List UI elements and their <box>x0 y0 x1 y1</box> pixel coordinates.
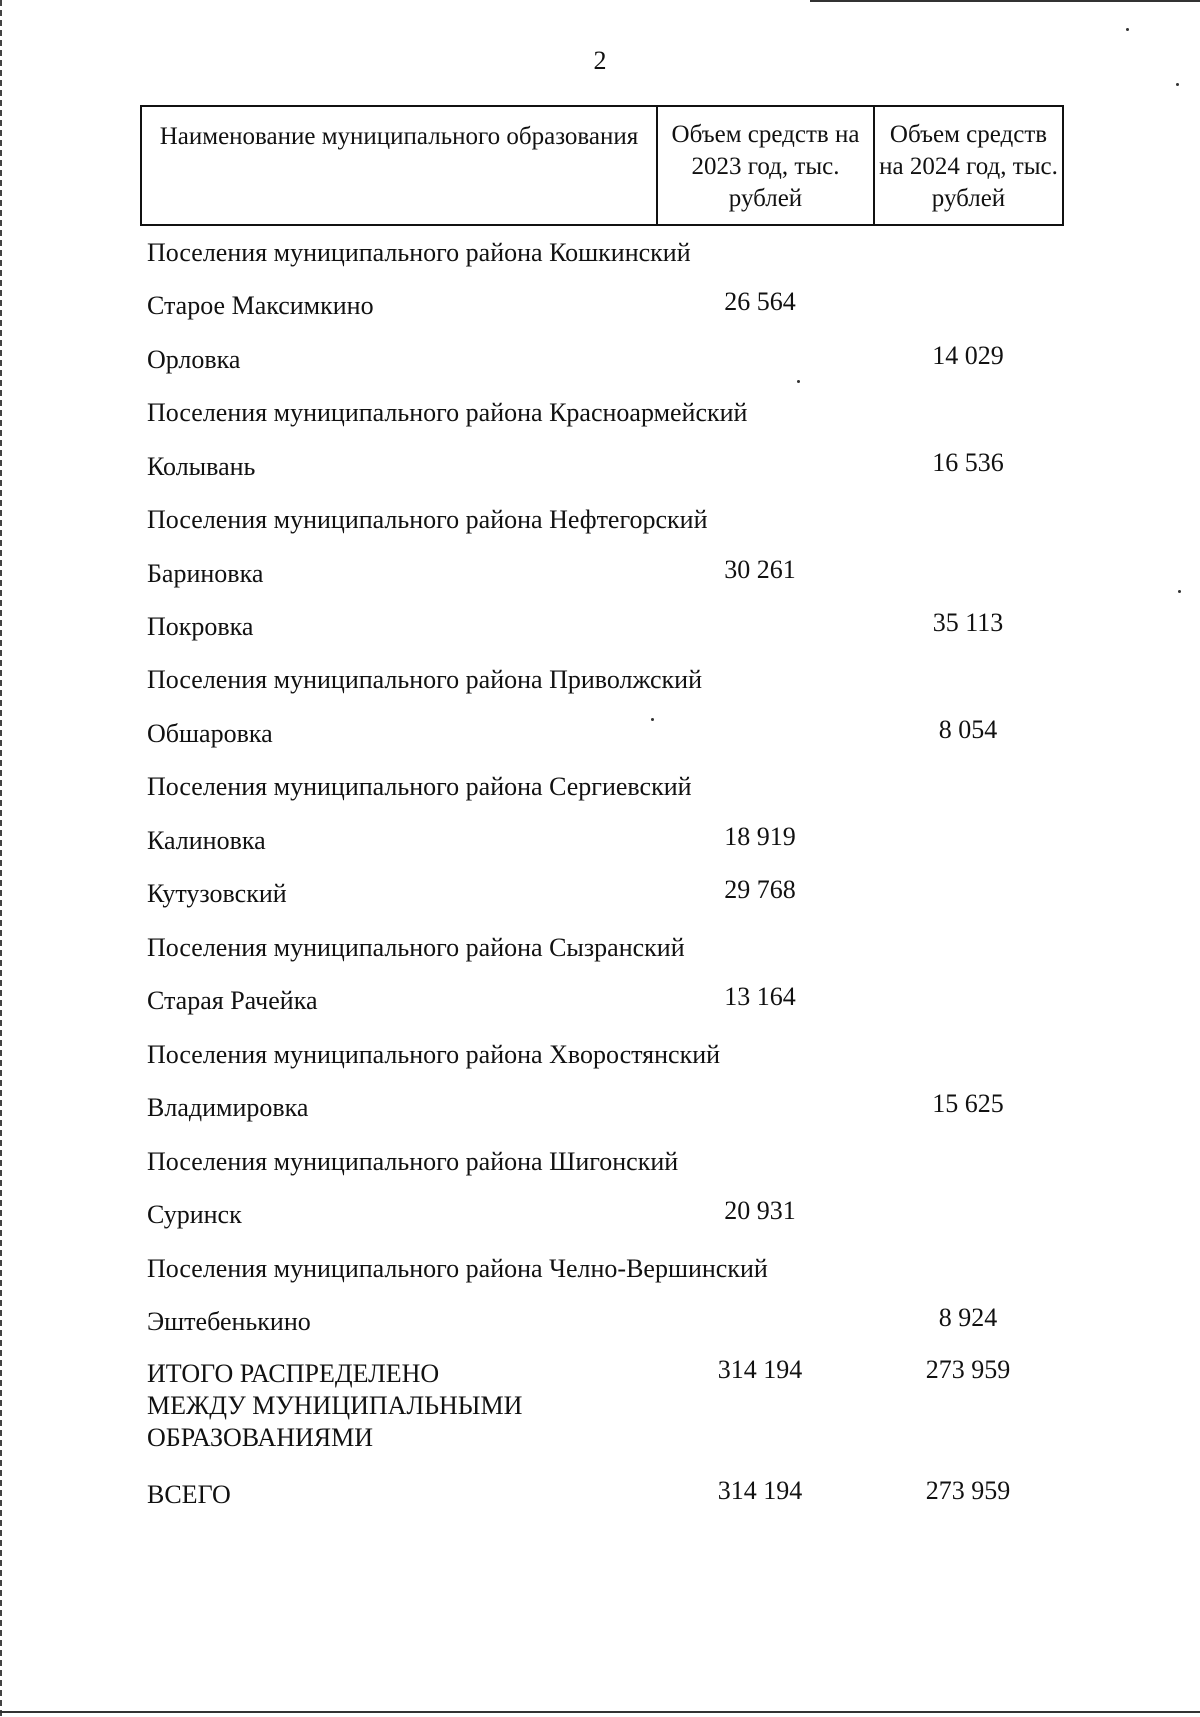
row-name: Поселения муниципального района Шигонский <box>147 1147 679 1176</box>
scan-speck <box>1178 590 1181 593</box>
total-distributed-2024: 273 959 <box>925 1355 1011 1384</box>
total-distributed-label: ИТОГО РАСПРЕДЕЛЕНО МЕЖДУ МУНИЦИПАЛЬНЫМИ ОБРАЗОВАНИЯМИ <box>147 1359 523 1452</box>
header-amount-2024: Объем средств на 2024 год, тыс. рублей <box>879 121 1058 212</box>
row-value-2024: 15 625 <box>932 1089 1004 1118</box>
row-name: Старое Максимкино <box>147 291 374 320</box>
row-name: Поселения муниципального района Челно-Вершинский <box>147 1254 768 1283</box>
row-name: Поселения муниципального района Сергиевский <box>147 772 692 801</box>
grand-total-2023: 314 194 <box>717 1476 803 1505</box>
row-name: Поселения муниципального района Красноармейский <box>147 398 748 427</box>
grand-total-2024: 273 959 <box>925 1476 1011 1505</box>
scan-speck <box>1126 28 1129 31</box>
row-value-2024: 8 924 <box>938 1303 998 1332</box>
total-distributed-2023: 314 194 <box>717 1355 803 1384</box>
row-name: Поселения муниципального района Приволжский <box>147 665 703 694</box>
scan-speck <box>797 380 800 383</box>
row-name: Эштебенькино <box>147 1307 311 1336</box>
row-name: Кутузовский <box>147 879 287 908</box>
row-name: Владимировка <box>147 1093 309 1122</box>
row-name: Поселения муниципального района Нефтегорский <box>147 505 708 534</box>
row-name: Старая Рачейка <box>147 986 318 1015</box>
row-name: Поселения муниципального района Сызранский <box>147 933 685 962</box>
scan-speck <box>1176 83 1179 86</box>
row-name: Колывань <box>147 452 256 481</box>
row-value-2024: 14 029 <box>932 341 1004 370</box>
scan-edge-top <box>810 0 1200 2</box>
row-value-2023: 18 919 <box>724 822 796 851</box>
row-value-2024: 16 536 <box>932 448 1004 477</box>
scan-edge-bottom <box>0 1711 1200 1713</box>
scan-speck <box>651 718 654 721</box>
row-value-2023: 13 164 <box>724 982 796 1011</box>
total-distributed-row <box>0 1355 1200 1458</box>
table-header <box>140 105 1064 226</box>
row-name: Бариновка <box>147 559 264 588</box>
grand-total-label: ВСЕГО <box>147 1480 231 1509</box>
row-name: Покровка <box>147 612 254 641</box>
row-value-2023: 29 768 <box>724 875 796 904</box>
row-name: Поселения муниципального района Хворостянский <box>147 1040 721 1069</box>
header-amount-2023: Объем средств на 2023 год, тыс. рублей <box>658 107 875 224</box>
header-municipality-name: Наименование муниципального образования <box>142 107 658 224</box>
page-number: 2 <box>593 46 607 75</box>
row-name: Обшаровка <box>147 719 273 748</box>
scan-edge-left <box>0 0 2 1717</box>
row-name: Орловка <box>147 345 241 374</box>
row-value-2023: 30 261 <box>724 555 796 584</box>
row-value-2024: 8 054 <box>938 715 998 744</box>
row-value-2023: 20 931 <box>724 1196 796 1225</box>
row-name: Поселения муниципального района Кошкинский <box>147 238 691 267</box>
row-value-2024: 35 113 <box>932 608 1004 637</box>
row-value-2023: 26 564 <box>724 287 796 316</box>
row-name: Калиновка <box>147 826 266 855</box>
row-name: Суринск <box>147 1200 242 1229</box>
